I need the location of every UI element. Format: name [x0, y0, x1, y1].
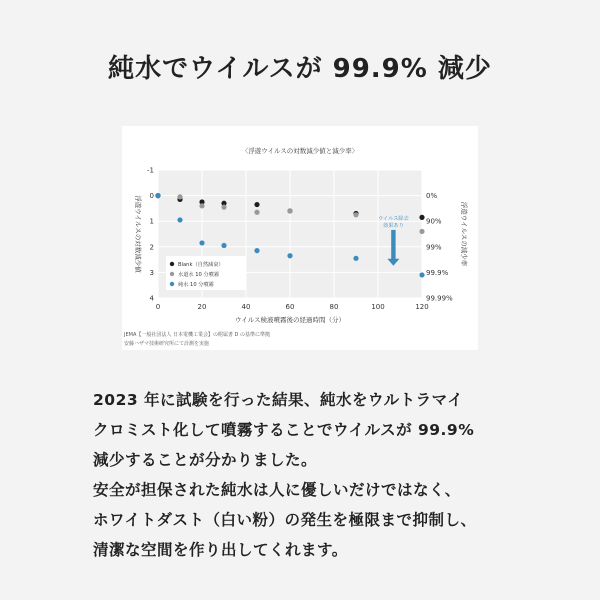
chart-figure — [122, 126, 478, 350]
data-point — [353, 256, 358, 261]
y2-tick-label: 90% — [426, 217, 442, 226]
source-note-line1: JEMA【一般社団法人 日本電機工業会】の附属書 D の基準に準拠 — [124, 332, 270, 338]
y-axis-label: 浮遊ウイルスの対数減少値 — [134, 195, 142, 273]
chart-title: 〈浮遊ウイルスの対数減少値と減少率〉 — [241, 147, 359, 155]
body-line-2: クロミスト化して噴霧することでウイルスが 99.9% — [93, 421, 475, 439]
x-tick-label: 20 — [197, 303, 207, 311]
data-point — [254, 248, 259, 253]
body-line-3: 減少することが分かりました。 — [93, 451, 318, 469]
y-tick-label: 0 — [149, 192, 154, 201]
y-tick-label: 4 — [149, 294, 154, 303]
y2-axis-label: 浮遊ウイルスの減少率 — [460, 201, 468, 267]
data-point — [221, 205, 226, 210]
x-tick-label: 60 — [285, 303, 295, 311]
data-point — [155, 193, 160, 198]
y-tick-label: -1 — [147, 166, 154, 175]
data-point — [177, 217, 182, 222]
x-tick-label: 120 — [415, 303, 429, 311]
y2-tick-label: 99.99% — [426, 294, 453, 303]
x-tick-label: 40 — [241, 303, 251, 311]
y2-tick-label: 99.9% — [426, 268, 449, 277]
y-tick-label: 3 — [149, 268, 154, 277]
data-point — [419, 272, 424, 277]
headline: 純水でウイルスが 99.9% 減少 — [108, 54, 492, 84]
data-point — [221, 243, 226, 248]
legend-marker — [170, 262, 174, 266]
data-point — [177, 194, 182, 199]
legend-label: 水道水 10 分噴霧 — [178, 272, 220, 278]
body-text — [93, 385, 523, 565]
source-note-line2: 安藤ハザマ技術研究所にて計測を実施 — [124, 341, 210, 347]
y-tick-label: 1 — [149, 217, 154, 226]
data-point — [419, 215, 424, 220]
body-line-6: 清潔な空間を作り出してくれます。 — [93, 541, 348, 559]
y2-tick-label: 99% — [426, 243, 442, 252]
body-line-4: 安全が担保された純水は人に優しいだけではなく、 — [93, 481, 461, 499]
x-tick-label: 100 — [371, 303, 385, 311]
body-line-5: ホワイトダスト（白い粉）の発生を極限まで抑制し、 — [93, 511, 477, 529]
chart-svg — [122, 126, 478, 350]
annotation-text: 効果あり — [383, 222, 404, 229]
legend-label: Blank（自然減衰） — [178, 262, 224, 268]
data-point — [254, 202, 259, 207]
data-point — [419, 229, 424, 234]
data-point — [199, 240, 204, 245]
y2-tick-label: 0% — [426, 192, 438, 201]
legend-label: 純水 10 分噴霧 — [178, 282, 214, 288]
x-tick-label: 80 — [329, 303, 339, 311]
annotation-text: ウイルス除去 — [377, 215, 409, 222]
x-axis-label: ウイルス検液噴霧後の経過時間（分） — [234, 316, 346, 324]
y-tick-label: 2 — [149, 243, 154, 252]
data-point — [254, 210, 259, 215]
annotation-arrow-shaft — [391, 230, 395, 260]
legend-marker — [170, 282, 174, 286]
body-line-1: 2023 年に試験を行った結果、純水をウルトラマイ — [93, 391, 464, 409]
data-point — [353, 212, 358, 217]
data-point — [199, 203, 204, 208]
legend-marker — [170, 272, 174, 276]
x-tick-label: 0 — [155, 303, 161, 311]
data-point — [287, 253, 292, 258]
data-point — [287, 208, 292, 213]
